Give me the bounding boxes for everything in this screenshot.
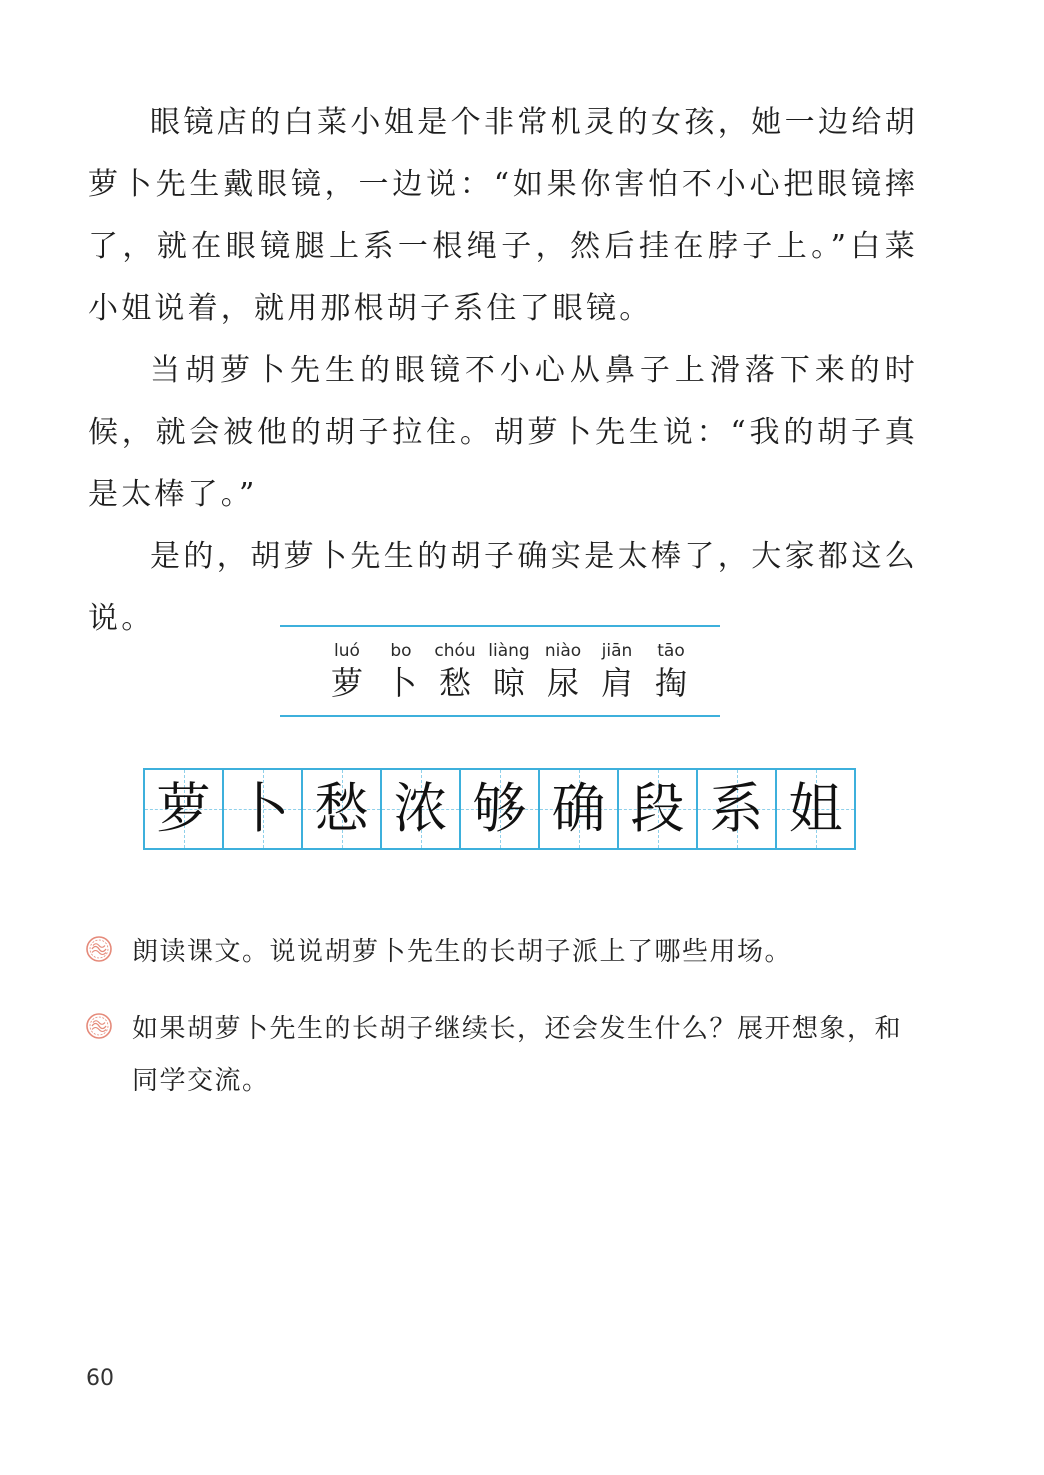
story-text <box>88 92 918 650</box>
grid-cell <box>382 770 461 848</box>
vocab-item <box>374 641 428 705</box>
vocabulary-box <box>280 625 720 717</box>
exercise-text: 朗读课文。说说胡萝卜先生的长胡子派上了哪些用场。 <box>132 937 793 967</box>
pinyin: tāo <box>657 641 685 661</box>
vocab-character: 萝 <box>330 664 363 702</box>
grid-cell <box>619 770 698 848</box>
vocab-character: 肩 <box>600 664 633 702</box>
grid-cell <box>777 770 854 848</box>
pinyin: niào <box>544 641 582 661</box>
grid-cell <box>461 770 540 848</box>
vocab-character: 卜 <box>384 664 417 702</box>
story-paragraph: 眼镜店的白菜小姐是个非常机灵的女孩，她一边给胡萝卜先生戴眼镜，一边说：“如果你害怕不小心把眼镜摔了，就在眼镜腿上系一根绳子，然后挂在脖子上。”白菜小姐说着，就用那根胡子系住了眼镜。 <box>88 105 918 326</box>
grid-cell <box>540 770 619 848</box>
exercise-text: 如果胡萝卜先生的长胡子继续长，还会发生什么？展开想象，和同学交流。 <box>132 1014 903 1096</box>
pinyin: liàng <box>488 641 530 661</box>
grid-character: 段 <box>630 777 685 840</box>
vocab-item <box>644 641 698 705</box>
vocab-item <box>320 641 374 705</box>
grid-cell <box>224 770 303 848</box>
grid-character: 确 <box>551 777 606 840</box>
swirl-marker-icon <box>86 936 112 962</box>
story-paragraph: 是的，胡萝卜先生的胡子确实是太棒了，大家都这么说。 <box>88 539 918 636</box>
pinyin: chóu <box>434 641 476 661</box>
grid-character: 卜 <box>235 777 290 840</box>
grid-character: 姐 <box>788 777 843 840</box>
grid-cell <box>303 770 382 848</box>
grid-cell <box>145 770 224 848</box>
story-paragraph: 当胡萝卜先生的眼镜不小心从鼻子上滑落下来的时候，就会被他的胡子拉住。胡萝卜先生说：“我的胡子真是太棒了。” <box>88 353 918 512</box>
vocab-item <box>428 641 482 705</box>
grid-character: 浓 <box>393 777 448 840</box>
grid-cell <box>698 770 777 848</box>
vocab-item <box>482 641 536 705</box>
swirl-marker-icon <box>86 1013 112 1039</box>
grid-character: 系 <box>709 777 764 840</box>
vocab-character: 掏 <box>654 664 687 702</box>
vocab-character: 尿 <box>546 664 579 702</box>
writing-grid <box>143 768 856 850</box>
pinyin: luó <box>334 641 360 661</box>
pinyin: bo <box>390 641 412 661</box>
page-number: 60 <box>86 1366 114 1391</box>
exercise-item <box>86 926 926 978</box>
exercise-item <box>86 1003 926 1107</box>
vocab-character: 晾 <box>492 664 525 702</box>
vocab-character: 愁 <box>438 664 471 702</box>
grid-character: 够 <box>472 777 527 840</box>
vocab-item <box>590 641 644 705</box>
vocab-item <box>536 641 590 705</box>
grid-character: 萝 <box>156 777 211 840</box>
pinyin: jiān <box>601 641 633 661</box>
grid-character: 愁 <box>314 777 369 840</box>
